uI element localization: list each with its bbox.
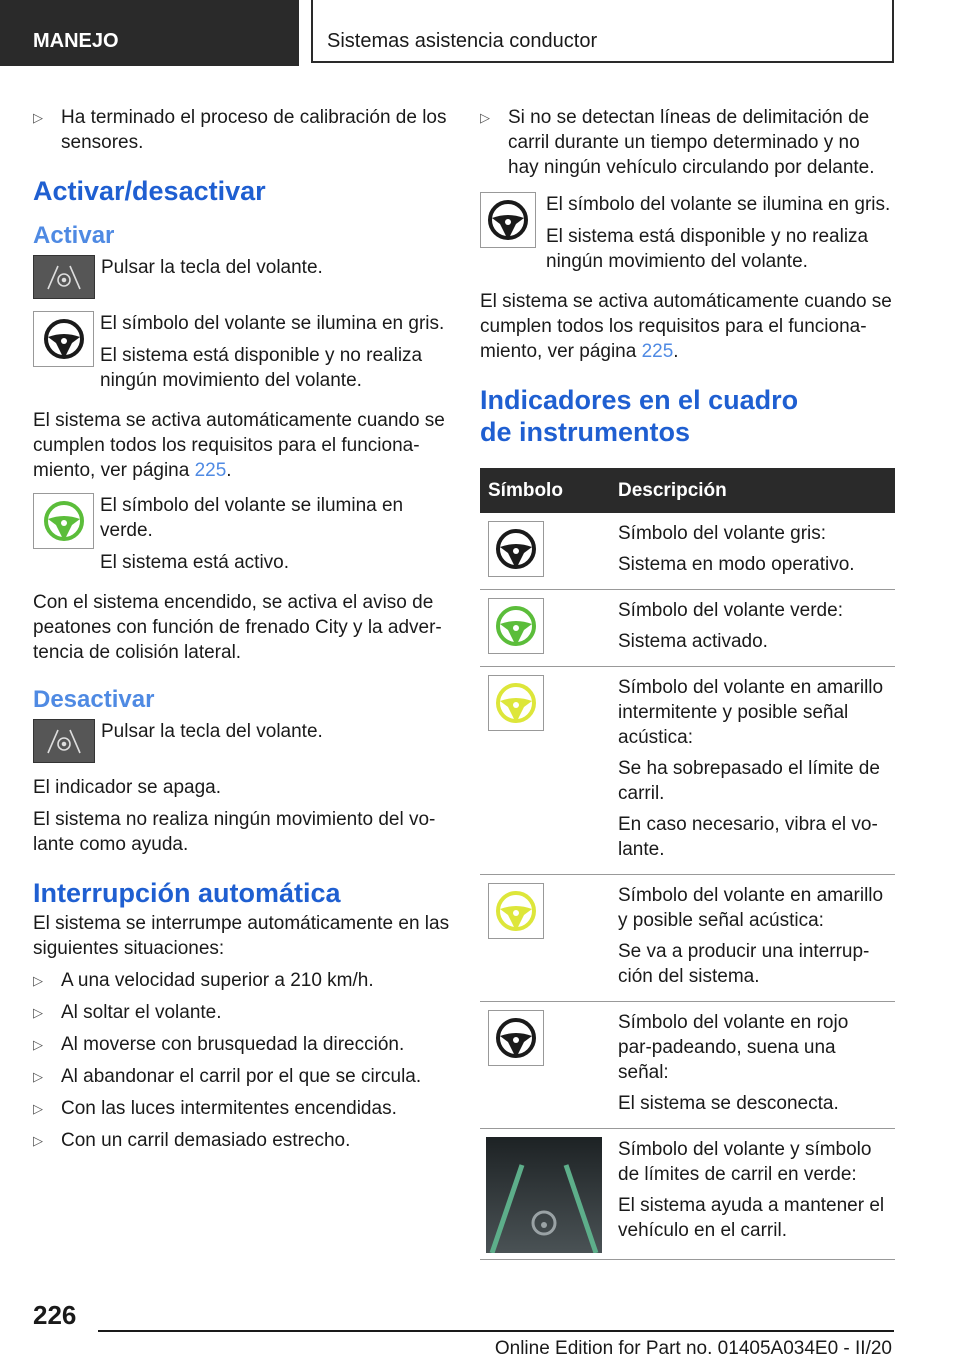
off-text-1: El indicador se apaga. [33, 777, 222, 798]
list-item: ▷ A una velocidad superior a 210 km/h. [33, 968, 451, 993]
gray-symbol-text: El símbolo del volante se ilumina en gris. [100, 313, 445, 334]
off-text-2: El sistema no realiza ningún movimiento del vo-lante como ayuda. [33, 809, 436, 855]
steering-wheel-gray-icon [33, 311, 94, 367]
activar-instruction: Pulsar la tecla del volante. [101, 257, 323, 278]
header-section: MANEJO [33, 30, 119, 52]
steering-wheel-gray-icon [480, 192, 536, 248]
steering-wheel-red-icon [488, 1010, 544, 1066]
page-link[interactable]: 225 [194, 460, 227, 481]
footer-edition: Online Edition for Part no. 01405A034E0 - II/20 [494, 1338, 892, 1359]
table-row: Símbolo del volante y símbolo de límites de carril en verde: El sistema ayuda a mantener el vehículo en el carril. [480, 1129, 895, 1260]
lane-assist-button-icon [33, 719, 95, 763]
list-item: ▷ Con las luces intermitentes encendidas. [33, 1096, 451, 1121]
list-item: ▷ Con un carril demasiado estrecho. [33, 1128, 451, 1153]
interrupt-intro: El sistema se interrumpe automáticamente en las siguientes situaciones: [33, 913, 450, 959]
heading-desactivar: Desactivar [33, 686, 155, 713]
table-row: Símbolo del volante verde: Sistema activado. [480, 590, 895, 667]
list-item: ▷ Al moverse con brusquedad la dirección. [33, 1032, 451, 1057]
table-row: Símbolo del volante en amarillo intermitente y posible señal acústica: Se ha sobrepasado el límite de carril. En caso necesario, vibra el vo-lante. [480, 667, 895, 875]
table-row: Símbolo del volante en rojo par-padeando, suena una señal: El sistema se desconecta. [480, 1002, 895, 1129]
col-header-description: Descripción [610, 468, 895, 513]
gray-symbol-row [33, 311, 451, 400]
heading-indicadores: Indicadores en el cuadro de instrumentos [480, 385, 799, 447]
indicators-table [480, 468, 895, 1260]
green-symbol-status: El sistema está activo. [100, 552, 290, 573]
lane-limits-steering-wheel-icon [486, 1137, 602, 1253]
list-item: ▷ Al soltar el volante. [33, 1000, 451, 1025]
green-symbol-row [33, 493, 451, 582]
header-section-tab [0, 0, 299, 66]
desactivar-instruction: Pulsar la tecla del volante. [101, 721, 323, 742]
heading-activar: Activar [33, 222, 115, 249]
header-chapter: Sistemas asistencia conductor [327, 30, 598, 52]
city-warning-text: Con el sistema encendido, se activa el aviso de peatones con función de frenado City y la adver-tencia de colisión lateral. [33, 592, 442, 663]
steering-wheel-yellow-blinking-icon [488, 675, 544, 731]
steering-wheel-yellow-icon [488, 883, 544, 939]
right-column [480, 105, 895, 1260]
table-row: Símbolo del volante gris: Sistema en modo operativo. [480, 513, 895, 590]
list-item: ▷ Ha terminado el proceso de calibración de los sensores. [33, 105, 451, 155]
col-header-symbol: Símbolo [480, 468, 610, 513]
steering-wheel-gray-icon [488, 521, 544, 577]
page-link[interactable]: 225 [641, 341, 674, 362]
list-item: ▷ Si no se detectan líneas de delimitación de carril durante un tiempo determinado y no hay ningún vehículo circulando por delante. [480, 105, 895, 180]
gray-symbol-status: El sistema está disponible y no realiza ningún movimiento del volante. [100, 345, 423, 391]
list-item: ▷ Al abandonar el carril por el que se circula. [33, 1064, 451, 1089]
footer-divider [98, 1330, 894, 1332]
lane-assist-button-icon [33, 255, 95, 299]
steering-wheel-green-icon [33, 493, 94, 549]
steering-wheel-green-icon [488, 598, 544, 654]
page-number: 226 [33, 1300, 77, 1330]
gray-symbol-text: El símbolo del volante se ilumina en gris. [546, 194, 891, 215]
auto-activate-text: El sistema se activa automáticamente cuando se cumplen todos los requisitos para el funciona-miento, ver página 225. [480, 291, 892, 362]
green-symbol-text: El símbolo del volante se ilumina en verde. [100, 495, 404, 541]
desactivar-row [33, 719, 451, 763]
header-chapter-tab [311, 0, 894, 63]
gray-symbol-status: El sistema está disponible y no realiza ningún movimiento del volante. [546, 226, 869, 272]
heading-activar-desactivar: Activar/desactivar [33, 176, 266, 206]
heading-interrupcion: Interrupción automática [33, 878, 341, 908]
table-row: Símbolo del volante en amarillo y posible señal acústica: Se va a producir una interrup-ción del sistema. [480, 875, 895, 1002]
activar-row [33, 255, 451, 299]
auto-activate-text: El sistema se activa automáticamente cuando se cumplen todos los requisitos para el funciona-miento, ver página 225. [33, 410, 445, 481]
left-column [33, 105, 451, 1160]
gray-symbol-row [480, 192, 895, 281]
